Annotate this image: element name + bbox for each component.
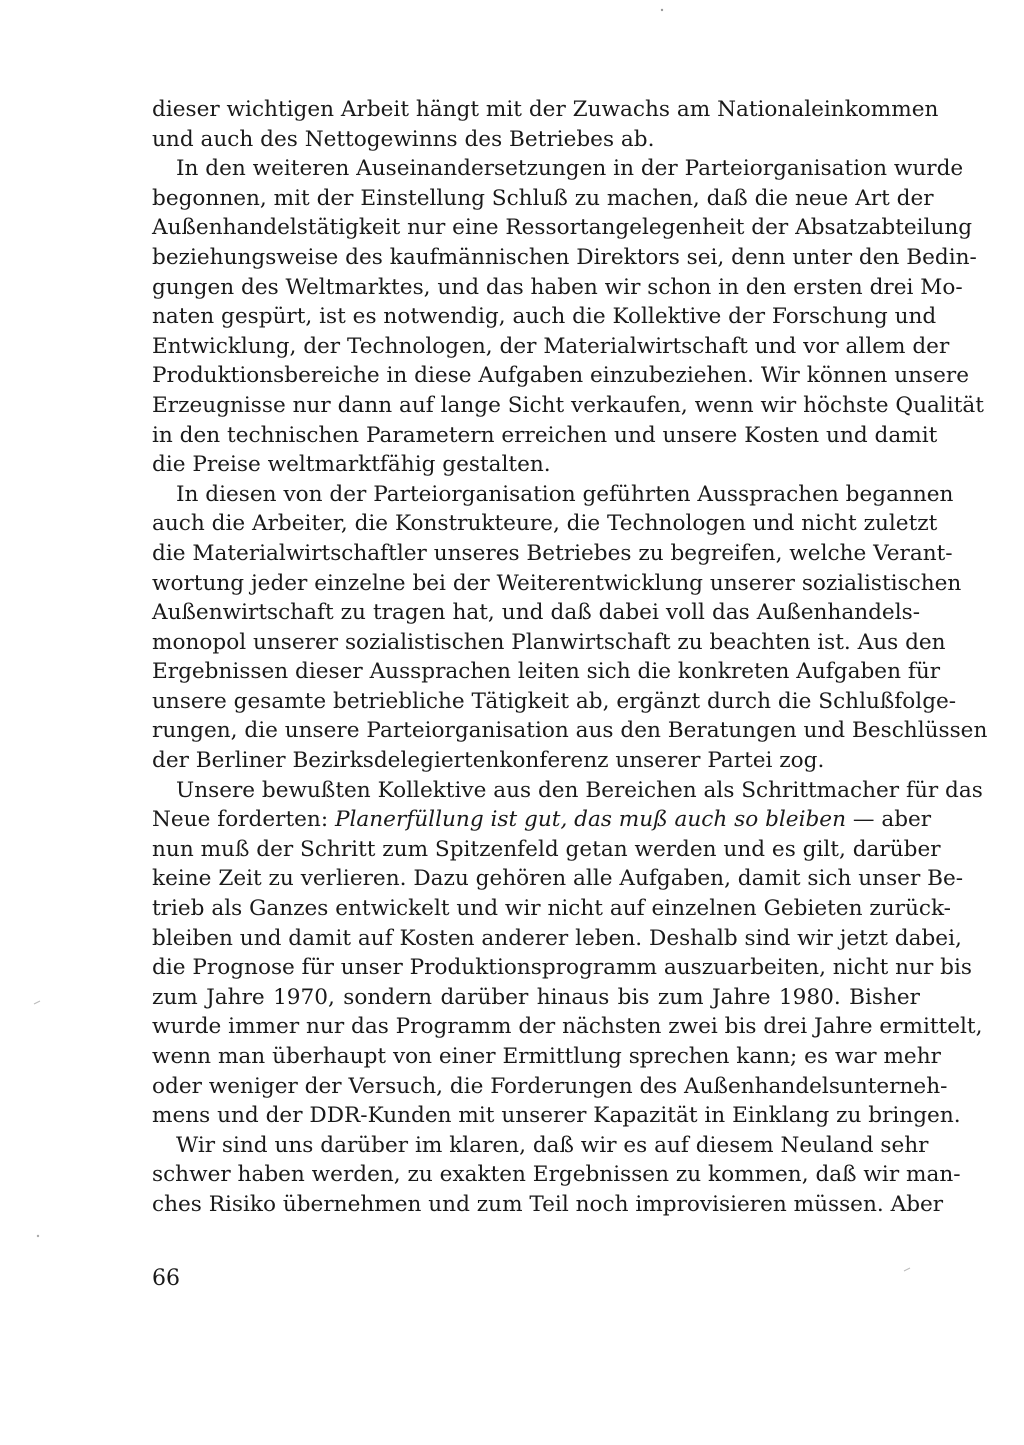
text-line: unsere gesamte betriebliche Tätigkeit ab, ergänzt durch die Schlußfolge- [152,688,957,714]
text-line: die Preise weltmarktfähig gestalten. [152,452,551,478]
text-line: Unsere bewußten Kollektive aus den Bereichen als Schrittmacher für das [176,777,983,803]
text-line: Ergebnissen dieser Aussprachen leiten sich die konkreten Aufgaben für [152,659,941,685]
text-line: Außenwirtschaft zu tragen hat, und daß dabei voll das Außenhandels- [152,600,920,626]
text-line: wortung jeder einzelne bei der Weiterentwicklung unserer sozialistischen [152,570,962,596]
text-line: Außenhandelstätigkeit nur eine Ressortangelegenheit der Absatzabteilung [152,215,973,241]
text-line: Erzeugnisse nur dann auf lange Sicht verkaufen, wenn wir höchste Qualität [152,392,984,418]
text-line: keine Zeit zu verlieren. Dazu gehören alle Aufgaben, damit sich unser Be- [152,866,964,892]
text-line: wurde immer nur das Programm der nächsten zwei bis drei Jahre ermittelt, [152,1014,983,1040]
text-line: naten gespürt, ist es notwendig, auch die Kollektive der Forschung und [152,304,937,330]
text-line: Wir sind uns darüber im klaren, daß wir es auf diesem Neuland sehr [176,1132,929,1158]
text-line: wenn man überhaupt von einer Ermittlung sprechen kann; es war mehr [152,1044,941,1069]
emphasized-text: Planerfüllung ist gut, das muß auch so bleiben [334,807,846,833]
page-number: 66 [152,1266,180,1291]
text-line: oder weniger der Versuch, die Forderungen des Außenhandelsunterneh- [152,1073,948,1099]
text-line: schwer haben werden, zu exakten Ergebnissen zu kommen, daß wir man- [152,1162,961,1188]
text-line: der Berliner Bezirksdelegiertenkonferenz unserer Partei zog. [152,748,825,774]
text-line: gungen des Weltmarktes, und das haben wir schon in den ersten drei Mo- [152,274,963,300]
text-line: ches Risiko übernehmen und zum Teil noch improvisieren müssen. Aber [152,1191,944,1217]
text-line: Entwicklung, der Technologen, der Materialwirtschaft und vor allem der [152,333,950,359]
text-line: rungen, die unsere Parteiorganisation aus den Beratungen und Beschlüssen [152,718,988,744]
text-line: in den technischen Parametern erreichen und unsere Kosten und damit [152,422,938,448]
text-line: In den weiteren Auseinandersetzungen in der Parteiorganisation wurde [176,156,964,182]
text-line: zum Jahre 1970, sondern darüber hinaus bis zum Jahre 1980. Bisher [152,984,920,1010]
text-line: die Prognose für unser Produktionsprogramm auszuarbeiten, nicht nur bis [152,955,972,981]
text-line: begonnen, mit der Einstellung Schluß zu machen, daß die neue Art der [152,185,934,211]
text-line: Neue forderten: Planerfüllung ist gut, das muß auch so bleiben — aber [152,807,932,833]
text-line: mens und der DDR-Kunden mit unserer Kapazität in Einklang zu bringen. [152,1103,961,1129]
text-line: und auch des Nettogewinns des Betriebes ab. [152,126,655,152]
text-line: auch die Arbeiter, die Konstrukteure, die Technologen und nicht zuletzt [152,511,938,537]
text-line: dieser wichtigen Arbeit hängt mit der Zuwachs am Nationaleinkommen [152,97,939,122]
text-line: die Materialwirtschaftler unseres Betriebes zu begreifen, welche Verant- [152,540,953,566]
text-line: beziehungsweise des kaufmännischen Direktors sei, denn unter den Bedin- [152,244,977,270]
text-line: Produktionsbereiche in diese Aufgaben einzubeziehen. Wir können unsere [152,363,969,389]
text-line: trieb als Ganzes entwickelt und wir nicht auf einzelnen Gebieten zurück- [152,896,951,922]
text-line: monopol unserer sozialistischen Planwirtschaft zu beachten ist. Aus den [152,629,946,655]
text-line: In diesen von der Parteiorganisation geführten Aussprachen begannen [176,481,954,507]
text-line: nun muß der Schritt zum Spitzenfeld getan werden und es gilt, darüber [152,836,941,862]
text-line: bleiben und damit auf Kosten anderer leben. Deshalb sind wir jetzt dabei, [152,925,962,951]
